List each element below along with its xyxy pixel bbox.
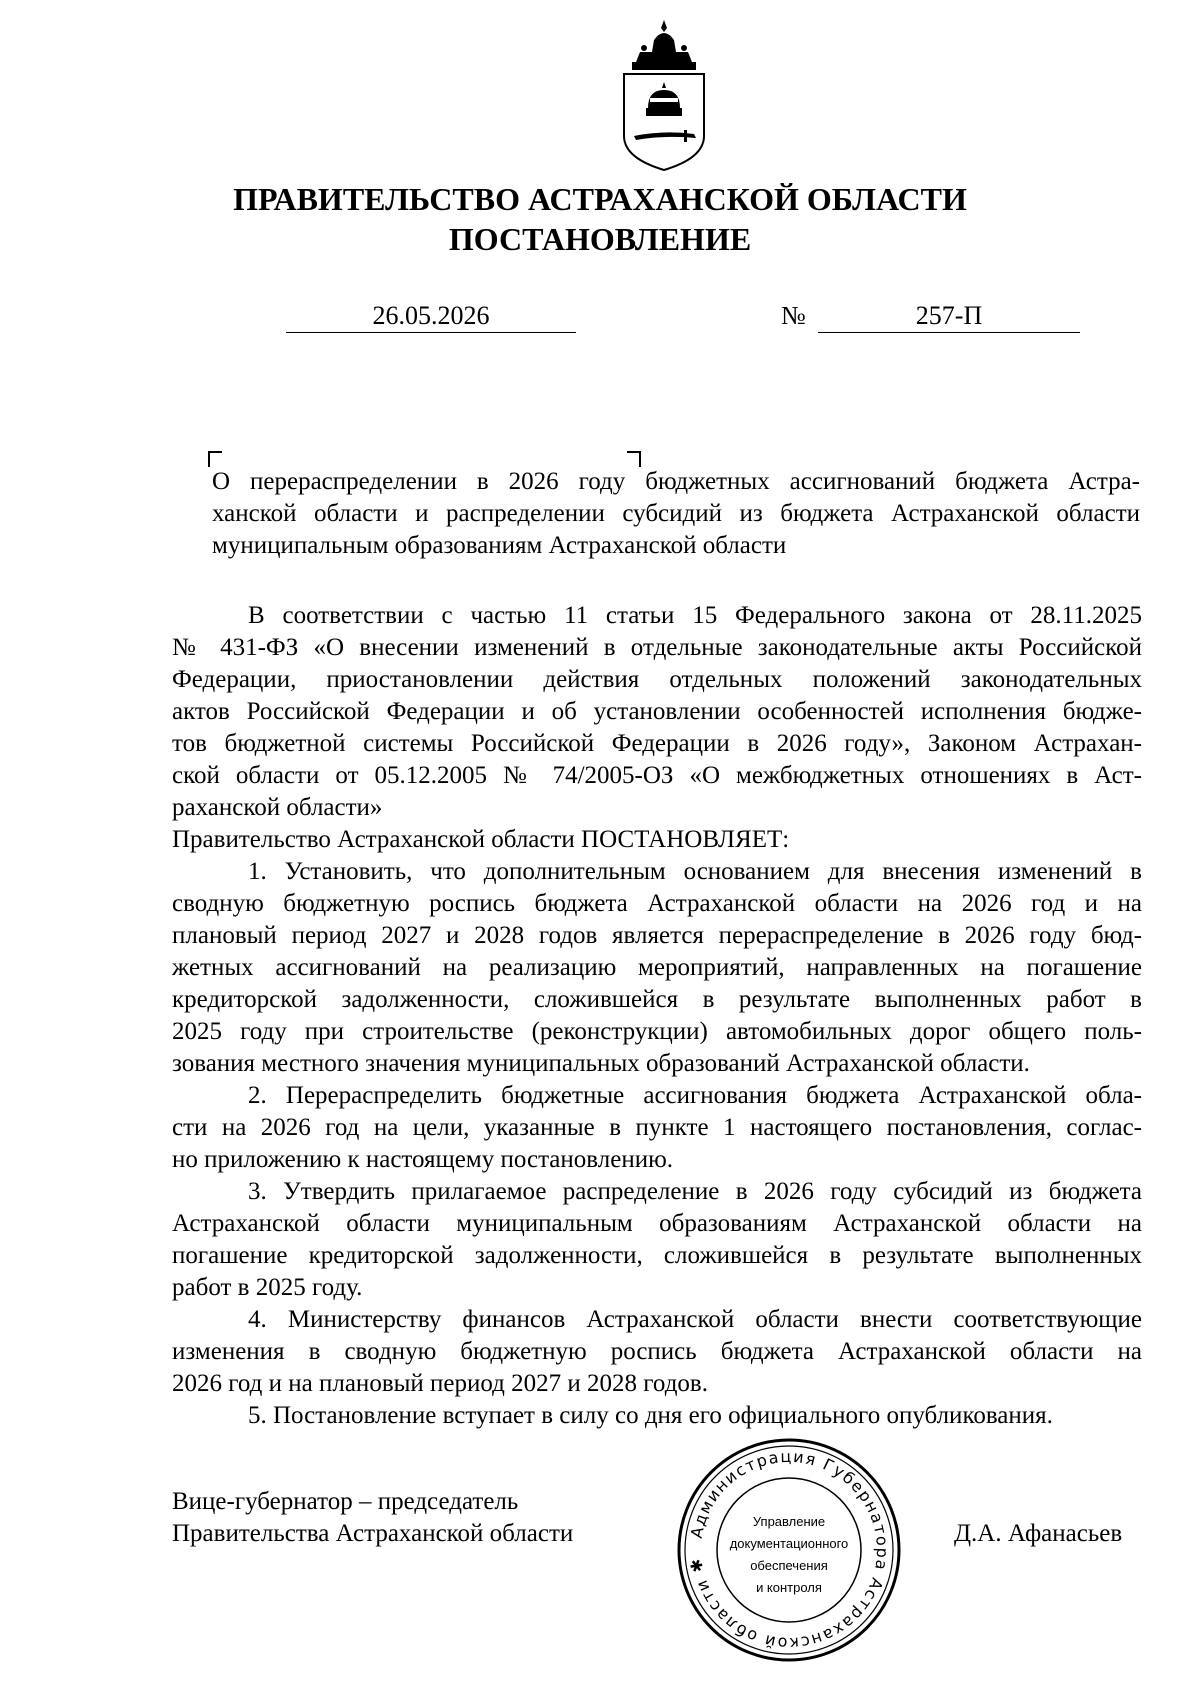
item-line: 2025 году при строительстве (реконструкции) автомобильных дорог общего поль-: [172, 1018, 1142, 1045]
document-date: 26.05.2026: [286, 300, 576, 333]
position-line: Вице-губернатор – председатель: [172, 1488, 519, 1515]
subject-line: муниципальным образованиям Астраханской области: [212, 532, 787, 559]
document-type: ПОСТАНОВЛЕНИЕ: [448, 221, 752, 257]
item-line: 3. Утвердить прилагаемое распределение в 2026 году субсидий из бюджета: [248, 1178, 1142, 1205]
item-line: погашение кредиторской задолженности, сложившейся в результате выполненных: [172, 1242, 1142, 1269]
item-line: изменения в сводную бюджетную роспись бюджета Астраханской области на: [172, 1338, 1142, 1365]
item-line: зования местного значения муниципальных образований Астраханской области.: [172, 1050, 1030, 1077]
item-line: 2026 год и на плановый период 2027 и 2028 годов.: [172, 1370, 708, 1397]
coat-of-arms-icon: [614, 18, 714, 174]
document-subject: [212, 466, 1140, 562]
item-line: Астраханской области муниципальным образованиям Астраханской области на: [172, 1210, 1142, 1237]
svg-text:и контроля: и контроля: [756, 1580, 822, 1595]
item-4: [172, 1304, 1142, 1400]
signatory-position: [172, 1486, 573, 1550]
resolves-line: Правительство Астраханской области ПОСТАНОВЛЯЕТ:: [172, 826, 790, 853]
item-line: кредиторской задолженности, сложившейся в результате выполненных работ в: [172, 986, 1142, 1013]
preamble-line: В соответствии с частью 11 статьи 15 Федерального закона от 28.11.2025: [248, 602, 1142, 629]
document-body: [172, 600, 1142, 1432]
signatory-name: Д.А. Афанасьев: [954, 1520, 1123, 1547]
preamble-line: актов Российской Федерации и об установлении особенностей исполнения бюдже-: [172, 698, 1142, 725]
subject-line: ханской области и распределении субсидий из бюджета Астраханской области: [212, 500, 1140, 527]
preamble-line: тов бюджетной системы Российской Федерации в 2026 году», Законом Астрахан-: [172, 730, 1142, 757]
preamble-line: Федерации, приостановлении действия отдельных положений законодательных: [172, 666, 1142, 693]
document-number: 257-П: [818, 300, 1080, 333]
number-sign: №: [781, 301, 806, 330]
item-line: плановый период 2027 и 2028 годов является перераспределение в 2026 году бюд-: [172, 922, 1142, 949]
item-3: [172, 1176, 1142, 1304]
item-line: 1. Установить, что дополнительным основанием для внесения изменений в: [248, 858, 1142, 885]
item-line: сводную бюджетную роспись бюджета Астраханской области на 2026 год и на: [172, 890, 1142, 917]
subject-line: О перераспределении в 2026 году бюджетных ассигнований бюджета Астра-: [212, 468, 1140, 495]
svg-text:Управление: Управление: [752, 1514, 826, 1529]
government-title: ПРАВИТЕЛЬСТВО АСТРАХАНСКОЙ ОБЛАСТИ: [233, 181, 967, 217]
item-1: [172, 856, 1142, 1080]
item-line: 4. Министерству финансов Астраханской области внести соответствующие: [248, 1306, 1142, 1333]
subject-corner-left: [208, 451, 222, 467]
item-2: [172, 1080, 1142, 1176]
item-5: [172, 1400, 1142, 1432]
subject-corner-right: [627, 451, 641, 467]
item-line: работ в 2025 году.: [172, 1274, 363, 1301]
preamble-line: раханской области»: [172, 794, 383, 821]
item-line: но приложению к настоящему постановлению.: [172, 1146, 674, 1173]
position-line: Правительства Астраханской области: [172, 1520, 574, 1547]
item-line: 2. Перераспределить бюджетные ассигнования бюджета Астраханской обла-: [248, 1082, 1142, 1109]
preamble-line: № 431-ФЗ «О внесении изменений в отдельные законодательные акты Российской: [172, 634, 1142, 661]
svg-text:обеспечения: обеспечения: [750, 1558, 828, 1573]
item-line: 5. Постановление вступает в силу со дня его официального опубликования.: [248, 1402, 1053, 1429]
official-stamp: [674, 1436, 904, 1664]
item-line: сти на 2026 год на цели, указанные в пункте 1 настоящего постановления, соглас-: [172, 1114, 1142, 1141]
svg-text:Администрация Губернатора Астр: Администрация Губернатора Астраханской области ✱: [686, 1446, 893, 1654]
item-line: жетных ассигнований на реализацию мероприятий, направленных на погашение: [172, 954, 1142, 981]
svg-text:документационного: документационного: [729, 1536, 849, 1551]
preamble-line: ской области от 05.12.2005 № 74/2005-ОЗ «О межбюджетных отношениях в Аст-: [172, 762, 1142, 789]
preamble: [172, 600, 1142, 824]
